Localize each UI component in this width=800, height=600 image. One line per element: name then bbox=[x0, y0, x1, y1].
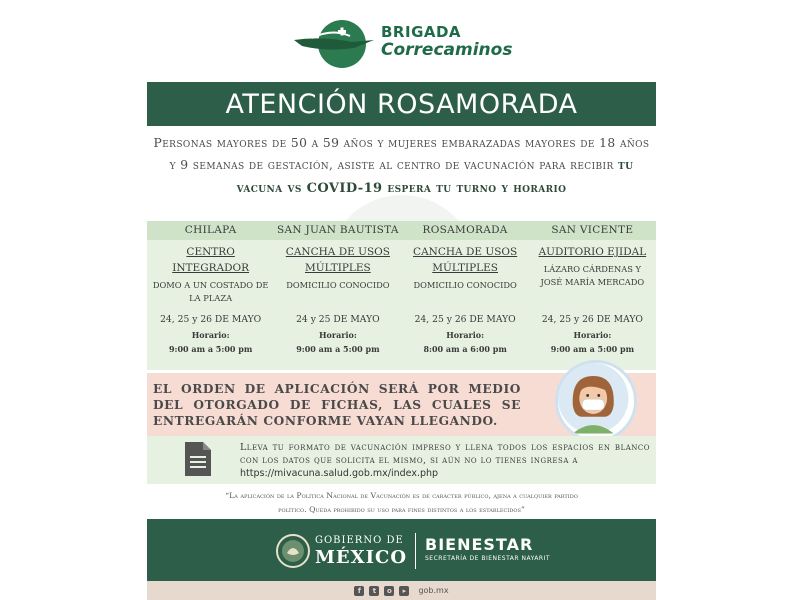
location-column bbox=[147, 240, 274, 370]
intro-text-main: Personas mayores de 50 a 59 años y mujeres embarazadas mayores de 18 años y 9 semanas de gestación, asiste al centro de vacunación para recibir bbox=[153, 136, 650, 172]
intro-text bbox=[153, 132, 650, 200]
address-line1: DOMICILIO CONOCIDO bbox=[286, 280, 390, 290]
footer bbox=[147, 519, 656, 581]
venue-line2: MÚLTIPLES bbox=[432, 262, 498, 274]
formato-instructions: Lleva tu formato de vacunación impreso y llena todos los espacios en blanco con los datos que solicita el mismo, si aún no lo tienes ingresa a bbox=[240, 442, 650, 466]
masked-woman-avatar-icon bbox=[555, 360, 637, 442]
gobierno-de-label: GOBIERNO DE bbox=[315, 535, 404, 546]
dates: 24 y 25 DE MAYO bbox=[296, 314, 380, 325]
footer-divider bbox=[415, 533, 416, 569]
page-title: ATENCIÓN ROSAMORADA bbox=[225, 88, 578, 120]
hours-value: 9:00 am a 5:00 pm bbox=[296, 344, 380, 354]
hours-label: Horario: bbox=[573, 330, 612, 340]
intro-text-bold: tu vacuna vs COVID-19 espera tu turno y horario bbox=[236, 158, 634, 196]
mexico-emblem-icon bbox=[275, 533, 311, 569]
dates: 24, 25 y 26 DE MAYO bbox=[541, 314, 643, 325]
hours-value: 9:00 am a 5:00 pm bbox=[550, 344, 635, 354]
hours-label: Horario: bbox=[446, 330, 485, 340]
youtube-icon[interactable]: ▸ bbox=[399, 586, 409, 596]
disclaimer bbox=[157, 489, 646, 517]
venue-line2: INTEGRADOR bbox=[172, 262, 250, 274]
locations-body bbox=[147, 240, 656, 370]
location-name: ROSAMORADA bbox=[422, 224, 508, 236]
hours-label: Horario: bbox=[318, 330, 357, 340]
address-line1: DOMO A UN COSTADO DE bbox=[152, 280, 269, 290]
locations-header bbox=[147, 221, 656, 240]
instagram-icon[interactable]: o bbox=[384, 586, 394, 596]
venue-line1: CANCHA DE USOS bbox=[285, 246, 390, 258]
address-line2: LA PLAZA bbox=[189, 293, 233, 303]
address-line1: LÁZARO CÁRDENAS Y bbox=[543, 264, 642, 274]
brigada-logo bbox=[147, 14, 656, 74]
poster bbox=[147, 0, 656, 600]
dates: 24, 25 y 26 DE MAYO bbox=[414, 314, 516, 325]
vaccine-url-link[interactable]: https://mivacuna.salud.gob.mx/index.php bbox=[240, 468, 439, 479]
dates: 24, 25 y 26 DE MAYO bbox=[160, 314, 262, 325]
hours-label: Horario: bbox=[191, 330, 230, 340]
venue-line1: CENTRO bbox=[186, 246, 235, 258]
location-name: SAN JUAN BAUTISTA bbox=[277, 224, 399, 236]
location-column bbox=[402, 240, 529, 370]
hours-value: 9:00 am a 5:00 pm bbox=[168, 344, 253, 354]
hours-value: 8:00 am a 6:00 pm bbox=[423, 344, 507, 354]
mexico-label: MÉXICO bbox=[315, 547, 408, 568]
title-banner bbox=[147, 82, 656, 126]
address-line1: DOMICILIO CONOCIDO bbox=[413, 280, 517, 290]
brand-line1: BRIGADA bbox=[381, 23, 462, 41]
bird-logo-icon bbox=[292, 18, 380, 70]
location-column bbox=[274, 240, 401, 370]
venue-line1: AUDITORIO EJIDAL bbox=[538, 246, 647, 258]
gob-mx-link[interactable]: gob.mx bbox=[418, 586, 449, 595]
fichas-text: EL ORDEN DE APLICACIÓN SERÁ POR MEDIO DEL OTORGADO DE FICHAS, LAS CUALES SE ENTREGARÁN CONFORME VAYAN LLEGANDO. bbox=[153, 382, 521, 428]
formato-text bbox=[240, 441, 650, 480]
facebook-icon[interactable]: f bbox=[354, 586, 364, 596]
venue-line2: MÚLTIPLES bbox=[304, 262, 371, 274]
social-bar bbox=[147, 581, 656, 600]
twitter-icon[interactable]: t bbox=[369, 586, 379, 596]
location-column bbox=[529, 240, 656, 370]
bienestar-label: BIENESTAR bbox=[425, 535, 534, 554]
bienestar-sub-label: SECRETARÍA DE BIENESTAR NAYARIT bbox=[425, 555, 550, 562]
document-icon bbox=[185, 442, 211, 476]
disclaimer-line1: “La aplicación de la Política Nacional de Vacunación es de carácter público, ajena a cualquier partido bbox=[225, 491, 578, 500]
venue-line1: CANCHA DE USOS bbox=[413, 246, 518, 258]
location-name: CHILAPA bbox=[184, 224, 237, 236]
disclaimer-line2: político. Queda prohibido su uso para fines distintos a los establecidos” bbox=[278, 505, 525, 514]
location-name: SAN VICENTE bbox=[551, 224, 634, 236]
brand-line2: Correcaminos bbox=[381, 40, 513, 60]
address-line2: JOSÉ MARÍA MERCADO bbox=[540, 277, 645, 287]
